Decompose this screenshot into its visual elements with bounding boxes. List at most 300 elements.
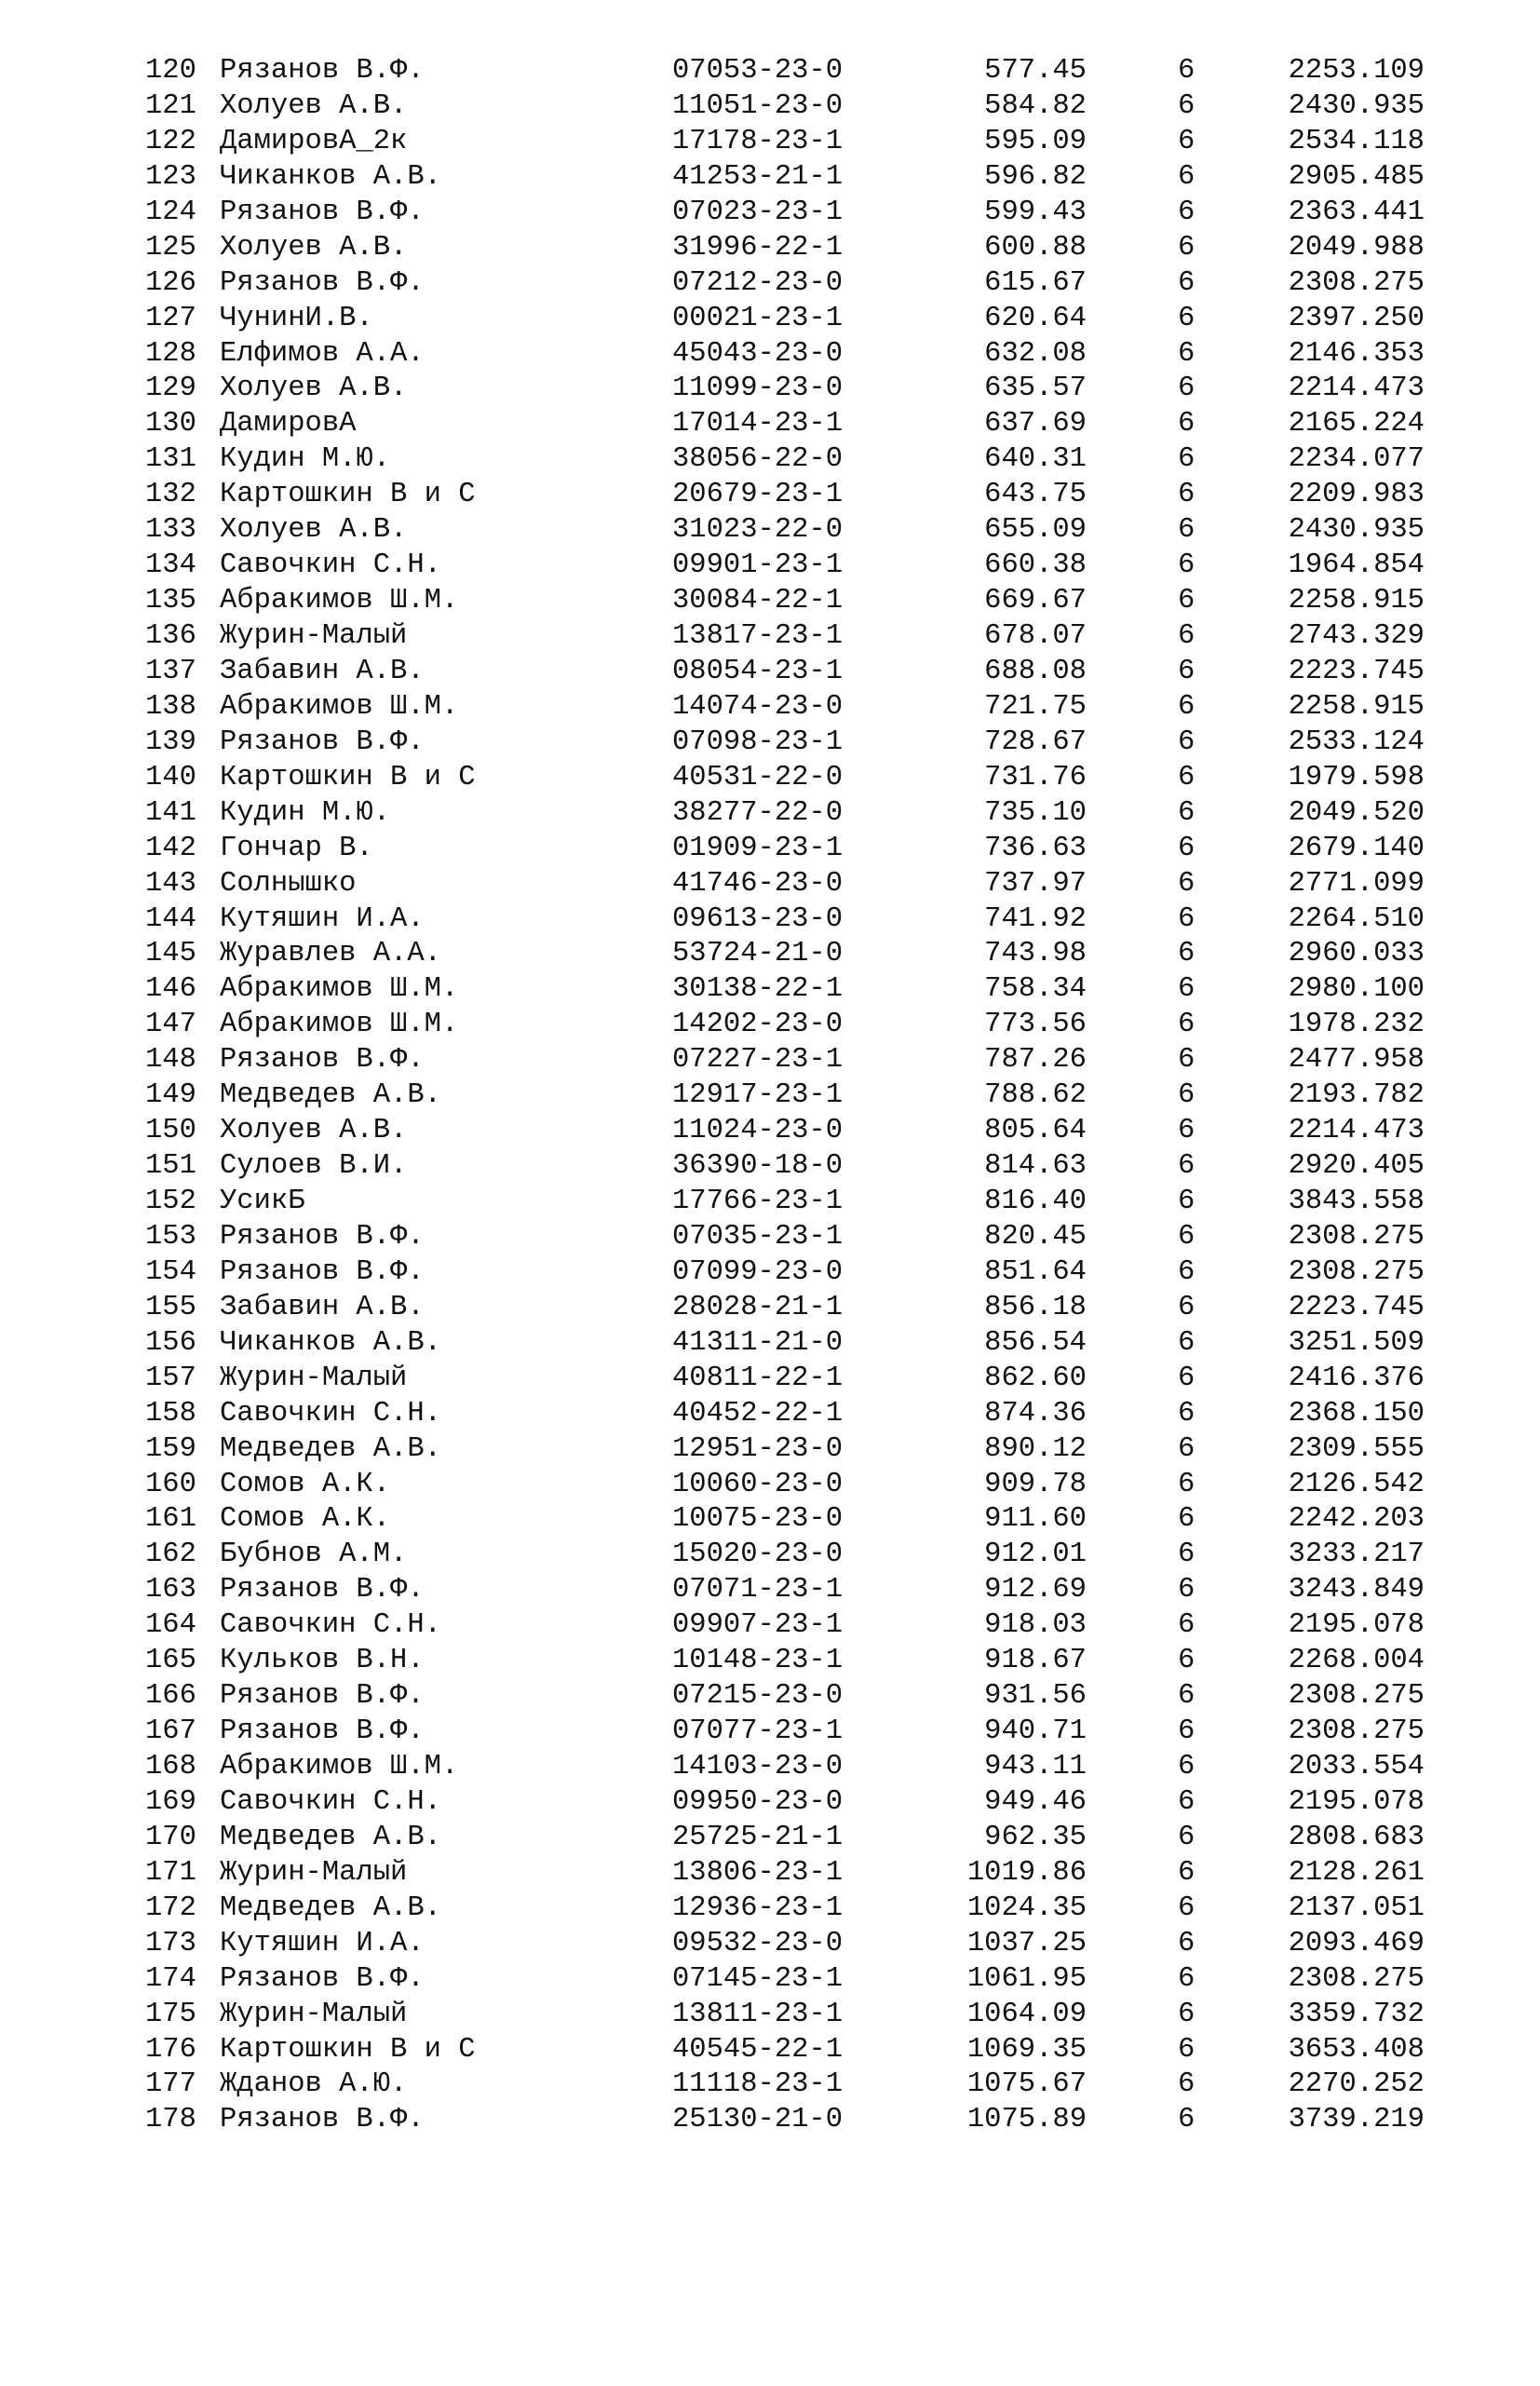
entry-value: 962.35: [984, 1821, 1087, 1853]
row-number: 142: [145, 832, 196, 864]
list-item: [0, 442, 1540, 478]
entry-code: 07098-23-1: [672, 725, 844, 758]
entry-code: 15020-23-0: [672, 1539, 844, 1571]
entry-code: 09613-23-0: [672, 902, 844, 935]
list-item: [0, 196, 1540, 231]
row-number: 175: [145, 1998, 196, 2030]
entry-value: 1075.89: [966, 2104, 1087, 2136]
list-item: [0, 160, 1540, 196]
participant-name: Кутяшин И.А.: [220, 1927, 425, 1959]
participant-name: Медведев А.В.: [220, 1821, 441, 1853]
list-item: [0, 1715, 1540, 1750]
participant-name: Рязанов В.Ф.: [220, 725, 425, 758]
entry-code: 12936-23-1: [672, 1891, 844, 1924]
entry-total: 2308.275: [1288, 1962, 1425, 1995]
entry-class: 6: [1178, 1009, 1196, 1041]
entry-class: 6: [1178, 302, 1196, 334]
entry-value: 735.10: [984, 796, 1087, 829]
entry-total: 2533.124: [1288, 725, 1425, 758]
list-item: [0, 513, 1540, 549]
list-item: [0, 54, 1540, 89]
row-number: 165: [145, 1645, 196, 1677]
entry-value: 643.75: [984, 479, 1087, 511]
list-item: [0, 902, 1540, 938]
entry-value: 741.92: [984, 902, 1087, 935]
participant-name: Медведев А.В.: [220, 1079, 441, 1112]
row-number: 169: [145, 1785, 196, 1818]
row-number: 166: [145, 1680, 196, 1713]
participant-name: Кутяшин И.А.: [220, 902, 425, 935]
entry-class: 6: [1178, 443, 1196, 476]
entry-total: 2234.077: [1288, 443, 1425, 476]
row-number: 155: [145, 1291, 196, 1323]
participant-name: Сомов А.К.: [220, 1468, 391, 1500]
list-item: [0, 1538, 1540, 1573]
entry-class: 6: [1178, 938, 1196, 970]
participant-name: Журин-Малый: [220, 1856, 408, 1889]
entry-class: 6: [1178, 196, 1196, 228]
entry-value: 909.78: [984, 1468, 1087, 1500]
entry-value: 787.26: [984, 1044, 1087, 1077]
participant-name: ДамировА: [220, 408, 357, 441]
list-item: [0, 796, 1540, 832]
entry-value: 949.46: [984, 1785, 1087, 1818]
entry-value: 1069.35: [966, 2033, 1087, 2066]
entry-code: 11024-23-0: [672, 1115, 844, 1147]
entry-class: 6: [1178, 266, 1196, 299]
entry-code: 01909-23-1: [672, 832, 844, 864]
entry-total: 2126.542: [1288, 1468, 1425, 1500]
entry-code: 07071-23-1: [672, 1574, 844, 1606]
entry-class: 6: [1178, 902, 1196, 935]
participant-name: Журавлев А.А.: [220, 938, 441, 970]
entry-class: 6: [1178, 1927, 1196, 1959]
entry-class: 6: [1178, 2033, 1196, 2066]
entry-class: 6: [1178, 796, 1196, 829]
participant-name: Рязанов В.Ф.: [220, 1962, 425, 1995]
entry-value: 814.63: [984, 1150, 1087, 1183]
row-number: 137: [145, 655, 196, 687]
row-number: 172: [145, 1891, 196, 1924]
row-number: 123: [145, 160, 196, 193]
entry-total: 2209.983: [1288, 479, 1425, 511]
entry-total: 2264.510: [1288, 902, 1425, 935]
list-item: [0, 1291, 1540, 1326]
row-number: 124: [145, 196, 196, 228]
list-item: [0, 302, 1540, 337]
entry-value: 584.82: [984, 89, 1087, 122]
entry-value: 1075.67: [966, 2068, 1087, 2101]
participant-name: Забавин А.В.: [220, 655, 425, 687]
list-item: [0, 478, 1540, 513]
participant-name: Журин-Малый: [220, 1362, 408, 1394]
entry-value: 736.63: [984, 832, 1087, 864]
entry-value: 1061.95: [966, 1962, 1087, 1995]
list-item: [0, 1608, 1540, 1644]
entry-class: 6: [1178, 55, 1196, 87]
row-number: 144: [145, 902, 196, 935]
list-item: [0, 1750, 1540, 1785]
entry-code: 10060-23-0: [672, 1468, 844, 1500]
entry-total: 1979.598: [1288, 761, 1425, 793]
entry-class: 6: [1178, 620, 1196, 652]
entry-total: 2771.099: [1288, 867, 1425, 900]
entry-value: 637.69: [984, 408, 1087, 441]
list-item: [0, 1326, 1540, 1362]
entry-total: 1978.232: [1288, 1009, 1425, 1041]
list-item: [0, 549, 1540, 584]
row-number: 177: [145, 2068, 196, 2101]
entry-class: 6: [1178, 1432, 1196, 1465]
entry-value: 599.43: [984, 196, 1087, 228]
participant-name: УсикБ: [220, 1186, 305, 1217]
entry-total: 1964.854: [1288, 549, 1425, 582]
entry-value: 635.57: [984, 373, 1087, 405]
entry-class: 6: [1178, 1821, 1196, 1853]
participant-name: Картошкин В и С: [220, 761, 476, 793]
entry-total: 2416.376: [1288, 1362, 1425, 1394]
entry-code: 38056-22-0: [672, 443, 844, 476]
entry-class: 6: [1178, 1115, 1196, 1147]
row-number: 126: [145, 266, 196, 299]
entry-code: 20679-23-1: [672, 479, 844, 511]
list-item: [0, 266, 1540, 302]
entry-total: 2308.275: [1288, 1255, 1425, 1288]
row-number: 122: [145, 125, 196, 157]
entry-class: 6: [1178, 373, 1196, 405]
entry-class: 6: [1178, 1751, 1196, 1783]
list-item: [0, 1255, 1540, 1291]
entry-total: 2308.275: [1288, 1680, 1425, 1713]
entry-code: 13817-23-1: [672, 620, 844, 652]
entry-code: 07035-23-1: [672, 1220, 844, 1253]
entry-class: 6: [1178, 1291, 1196, 1323]
entry-value: 918.03: [984, 1609, 1087, 1642]
entry-total: 2049.988: [1288, 231, 1425, 264]
entry-total: 2980.100: [1288, 973, 1425, 1006]
entry-total: 2223.745: [1288, 1291, 1425, 1323]
entry-class: 6: [1178, 1715, 1196, 1748]
row-number: 120: [145, 55, 196, 87]
entry-code: 11118-23-1: [672, 2068, 844, 2101]
participant-name: Медведев А.В.: [220, 1432, 441, 1465]
participant-name: Забавин А.В.: [220, 1291, 425, 1323]
entry-total: 2146.353: [1288, 337, 1425, 370]
entry-value: 918.67: [984, 1645, 1087, 1677]
entry-total: 2165.224: [1288, 408, 1425, 441]
list-item: [0, 1432, 1540, 1468]
entry-value: 640.31: [984, 443, 1087, 476]
list-item: [0, 725, 1540, 761]
entry-code: 28028-21-1: [672, 1291, 844, 1323]
entry-value: 912.69: [984, 1574, 1087, 1606]
entry-code: 11051-23-0: [672, 89, 844, 122]
entry-code: 41253-21-1: [672, 160, 844, 193]
entry-total: 2679.140: [1288, 832, 1425, 864]
row-number: 128: [145, 337, 196, 370]
participant-name: Холуев А.В.: [220, 514, 408, 547]
participant-name: Рязанов В.Ф.: [220, 1715, 425, 1748]
row-number: 162: [145, 1539, 196, 1571]
entry-class: 6: [1178, 1574, 1196, 1606]
participant-name: Картошкин В и С: [220, 479, 476, 511]
list-item: [0, 1679, 1540, 1715]
row-number: 171: [145, 1856, 196, 1889]
entry-value: 660.38: [984, 549, 1087, 582]
entry-total: 2268.004: [1288, 1645, 1425, 1677]
row-number: 156: [145, 1326, 196, 1359]
list-item: [0, 1821, 1540, 1856]
entry-code: 40452-22-1: [672, 1397, 844, 1430]
entry-value: 600.88: [984, 231, 1087, 264]
entry-class: 6: [1178, 1645, 1196, 1677]
entry-value: 1037.25: [966, 1927, 1087, 1959]
row-number: 173: [145, 1927, 196, 1959]
entry-class: 6: [1178, 1150, 1196, 1183]
entry-total: 2960.033: [1288, 938, 1425, 970]
entry-class: 6: [1178, 725, 1196, 758]
participant-name: ДамировА_2к: [220, 125, 408, 157]
list-item: [0, 1468, 1540, 1503]
participant-name: Рязанов В.Ф.: [220, 1680, 425, 1713]
list-item: [0, 1856, 1540, 1891]
participant-name: Холуев А.В.: [220, 373, 408, 405]
list-item: [0, 619, 1540, 655]
row-number: 147: [145, 1009, 196, 1041]
participant-name: Чиканков А.В.: [220, 1326, 441, 1359]
list-item: [0, 1362, 1540, 1397]
row-number: 139: [145, 725, 196, 758]
entry-value: 721.75: [984, 690, 1087, 723]
participant-name: Савочкин С.Н.: [220, 1609, 441, 1642]
list-item: [0, 1185, 1540, 1220]
entry-value: 816.40: [984, 1186, 1087, 1217]
entry-value: 728.67: [984, 725, 1087, 758]
list-item: [0, 1927, 1540, 1962]
entry-value: 943.11: [984, 1751, 1087, 1783]
row-number: 141: [145, 796, 196, 829]
list-item: [0, 690, 1540, 725]
entry-class: 6: [1178, 1785, 1196, 1818]
entry-total: 2214.473: [1288, 373, 1425, 405]
entry-value: 820.45: [984, 1220, 1087, 1253]
list-item: [0, 2103, 1540, 2138]
list-item: [0, 655, 1540, 690]
list-item: [0, 1397, 1540, 1432]
row-number: 133: [145, 514, 196, 547]
row-number: 129: [145, 373, 196, 405]
entry-class: 6: [1178, 1609, 1196, 1642]
list-item: [0, 1078, 1540, 1114]
entry-total: 2128.261: [1288, 1856, 1425, 1889]
entry-total: 2920.405: [1288, 1150, 1425, 1183]
participant-name: Савочкин С.Н.: [220, 549, 441, 582]
row-number: 152: [145, 1186, 196, 1217]
list-item: [0, 337, 1540, 373]
entry-class: 6: [1178, 585, 1196, 617]
list-item: [0, 584, 1540, 619]
participant-name: Холуев А.В.: [220, 1115, 408, 1147]
entry-value: 931.56: [984, 1680, 1087, 1713]
entry-total: 2214.473: [1288, 1115, 1425, 1147]
list-item: [0, 832, 1540, 867]
participant-name: Абракимов Ш.М.: [220, 973, 459, 1006]
entry-code: 31996-22-1: [672, 231, 844, 264]
participant-name: Сулоев В.И.: [220, 1150, 408, 1183]
participant-name: Абракимов Ш.М.: [220, 1009, 459, 1041]
entry-code: 40531-22-0: [672, 761, 844, 793]
entry-total: 2093.469: [1288, 1927, 1425, 1959]
entry-code: 13806-23-1: [672, 1856, 844, 1889]
participant-name: Журин-Малый: [220, 1998, 408, 2030]
entry-code: 17766-23-1: [672, 1186, 844, 1217]
entry-value: 788.62: [984, 1079, 1087, 1112]
entry-total: 2137.051: [1288, 1891, 1425, 1924]
entry-value: 737.97: [984, 867, 1087, 900]
entry-total: 2193.782: [1288, 1079, 1425, 1112]
participant-name: Рязанов В.Ф.: [220, 1044, 425, 1077]
entry-class: 6: [1178, 1362, 1196, 1394]
participant-name: Рязанов В.Ф.: [220, 1255, 425, 1288]
row-number: 127: [145, 302, 196, 334]
row-number: 153: [145, 1220, 196, 1253]
row-number: 158: [145, 1397, 196, 1430]
entry-class: 6: [1178, 125, 1196, 157]
entry-value: 655.09: [984, 514, 1087, 547]
list-item: [0, 761, 1540, 796]
entry-total: 2223.745: [1288, 655, 1425, 687]
entry-code: 41746-23-0: [672, 867, 844, 900]
entry-code: 13811-23-1: [672, 1998, 844, 2030]
participant-name: Абракимов Ш.М.: [220, 690, 459, 723]
list-item: [0, 1114, 1540, 1149]
entry-total: 2477.958: [1288, 1044, 1425, 1077]
entry-code: 09907-23-1: [672, 1609, 844, 1642]
row-number: 170: [145, 1821, 196, 1853]
row-number: 135: [145, 585, 196, 617]
participant-name: Савочкин С.Н.: [220, 1785, 441, 1818]
entry-total: 3251.509: [1288, 1326, 1425, 1359]
list-item: [0, 1891, 1540, 1927]
row-number: 121: [145, 89, 196, 122]
entry-value: 862.60: [984, 1362, 1087, 1394]
participant-name: Абракимов Ш.М.: [220, 585, 459, 617]
entry-total: 2368.150: [1288, 1397, 1425, 1430]
row-number: 168: [145, 1751, 196, 1783]
entry-total: 2534.118: [1288, 125, 1425, 157]
participant-name: Медведев А.В.: [220, 1891, 441, 1924]
entry-class: 6: [1178, 2068, 1196, 2101]
row-number: 132: [145, 479, 196, 511]
entry-class: 6: [1178, 514, 1196, 547]
participant-name: Кудин М.Ю.: [220, 443, 391, 476]
row-number: 143: [145, 867, 196, 900]
participant-name: Рязанов В.Ф.: [220, 1574, 425, 1606]
list-item: [0, 1998, 1540, 2033]
entry-code: 17014-23-1: [672, 408, 844, 441]
entry-class: 6: [1178, 1539, 1196, 1571]
entry-code: 12917-23-1: [672, 1079, 844, 1112]
entry-class: 6: [1178, 549, 1196, 582]
entry-code: 11099-23-0: [672, 373, 844, 405]
entry-value: 856.54: [984, 1326, 1087, 1359]
entry-class: 6: [1178, 408, 1196, 441]
row-number: 149: [145, 1079, 196, 1112]
entry-code: 41311-21-0: [672, 1326, 844, 1359]
entry-code: 07023-23-1: [672, 196, 844, 228]
entry-code: 53724-21-0: [672, 938, 844, 970]
entry-value: 577.45: [984, 55, 1087, 87]
entry-code: 07077-23-1: [672, 1715, 844, 1748]
entry-value: 688.08: [984, 655, 1087, 687]
row-number: 159: [145, 1432, 196, 1465]
entry-class: 6: [1178, 973, 1196, 1006]
entry-value: 1064.09: [966, 1998, 1087, 2030]
entry-value: 856.18: [984, 1291, 1087, 1323]
entry-code: 10075-23-0: [672, 1503, 844, 1536]
entry-value: 940.71: [984, 1715, 1087, 1748]
list-item: [0, 1149, 1540, 1185]
list-item: [0, 125, 1540, 160]
entry-class: 6: [1178, 1468, 1196, 1500]
list-item: [0, 972, 1540, 1008]
entry-total: 2363.441: [1288, 196, 1425, 228]
entry-class: 6: [1178, 337, 1196, 370]
entry-code: 08054-23-1: [672, 655, 844, 687]
entry-class: 6: [1178, 1680, 1196, 1713]
row-number: 167: [145, 1715, 196, 1748]
list-item: [0, 407, 1540, 442]
entry-code: 07145-23-1: [672, 1962, 844, 1995]
entry-class: 6: [1178, 1255, 1196, 1288]
entry-total: 2258.915: [1288, 690, 1425, 723]
entry-code: 30084-22-1: [672, 585, 844, 617]
results-list: [0, 54, 1540, 2138]
participant-name: Жданов А.Ю.: [220, 2068, 408, 2101]
entry-class: 6: [1178, 1503, 1196, 1536]
entry-total: 2253.109: [1288, 55, 1425, 87]
row-number: 148: [145, 1044, 196, 1077]
entry-value: 773.56: [984, 1009, 1087, 1041]
participant-name: Журин-Малый: [220, 620, 408, 652]
entry-code: 40545-22-1: [672, 2033, 844, 2066]
list-item: [0, 1008, 1540, 1043]
entry-value: 620.64: [984, 302, 1087, 334]
entry-total: 2195.078: [1288, 1785, 1425, 1818]
entry-total: 2430.935: [1288, 514, 1425, 547]
row-number: 163: [145, 1574, 196, 1606]
row-number: 136: [145, 620, 196, 652]
entry-code: 36390-18-0: [672, 1150, 844, 1183]
participant-name: Кульков В.Н.: [220, 1645, 425, 1677]
entry-code: 09950-23-0: [672, 1785, 844, 1818]
entry-code: 07099-23-0: [672, 1255, 844, 1288]
row-number: 150: [145, 1115, 196, 1147]
entry-class: 6: [1178, 160, 1196, 193]
entry-code: 07215-23-0: [672, 1680, 844, 1713]
entry-code: 10148-23-1: [672, 1645, 844, 1677]
participant-name: Сомов А.К.: [220, 1503, 391, 1536]
entry-class: 6: [1178, 1186, 1196, 1217]
entry-value: 743.98: [984, 938, 1087, 970]
entry-total: 2308.275: [1288, 266, 1425, 299]
row-number: 151: [145, 1150, 196, 1183]
entry-value: 678.07: [984, 620, 1087, 652]
entry-code: 07053-23-0: [672, 55, 844, 87]
list-item: [0, 1962, 1540, 1998]
list-item: [0, 2067, 1540, 2103]
list-item: [0, 867, 1540, 902]
